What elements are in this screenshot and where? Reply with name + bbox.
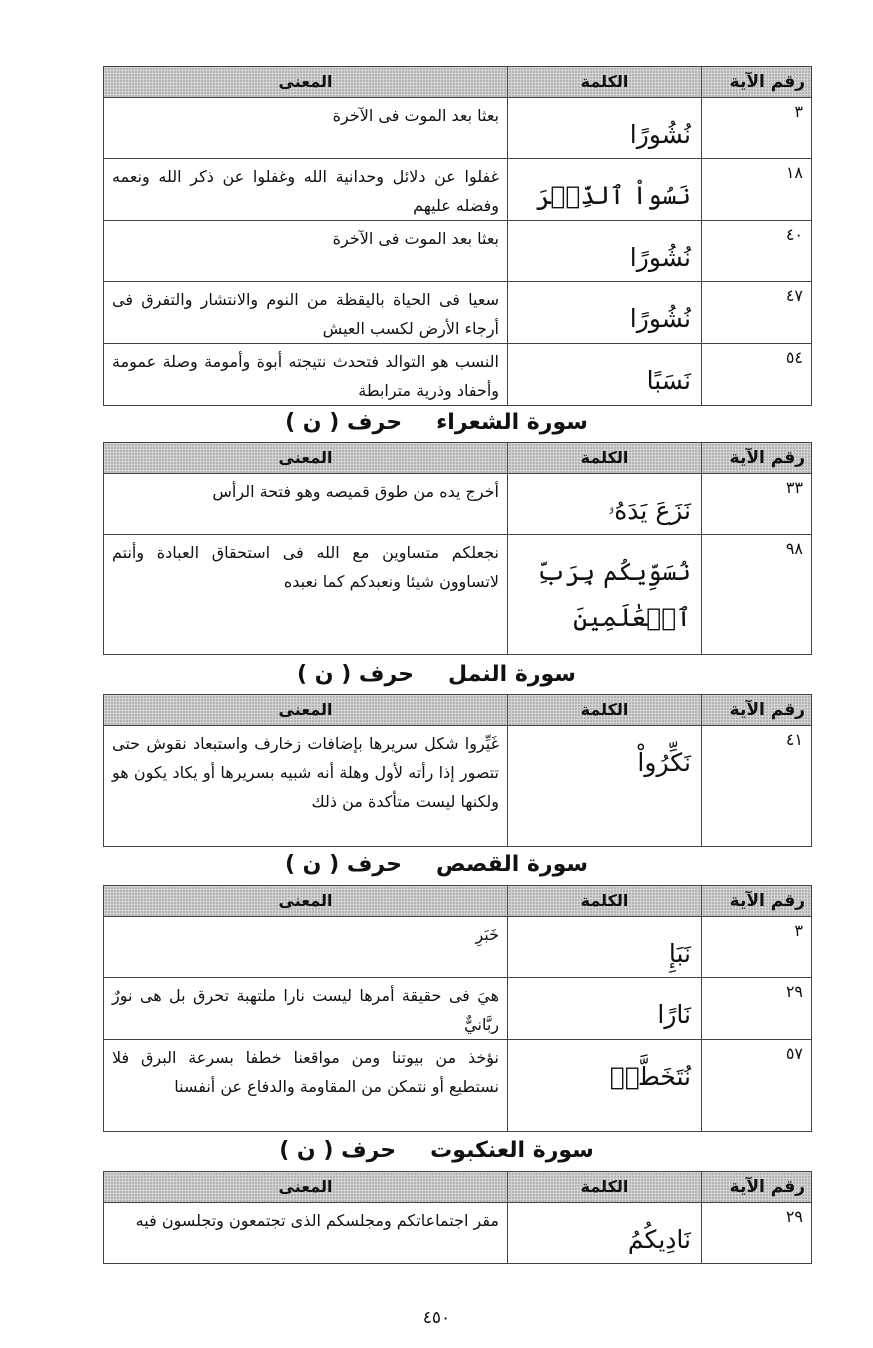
- glossary-table-qasas: [103, 885, 812, 1132]
- table-row: [104, 474, 812, 535]
- verse-number: ١٨: [702, 159, 812, 221]
- header-verse-number: رقم الآية: [702, 886, 812, 917]
- section-title: [0, 408, 873, 438]
- header-meaning: المعنى: [104, 695, 508, 726]
- quran-word: نَكِّرُواْ: [508, 726, 702, 847]
- verse-number: ٤٠: [702, 221, 812, 282]
- word-meaning: أخرج يده من طوق قميصه وهو فتحة الرأس: [104, 474, 508, 535]
- table-header-row: [104, 886, 812, 917]
- table-row: [104, 282, 812, 344]
- table-header-row: [104, 443, 812, 474]
- verse-number: ٥٧: [702, 1040, 812, 1132]
- glossary-table-ankabut: [103, 1171, 812, 1264]
- word-meaning: سعيا فى الحياة باليقظة من النوم والانتشار والتفرق فى أرجاء الأرض لكسب العيش: [104, 282, 508, 344]
- word-meaning: هيَ فى حقيقة أمرها ليست نارا ملتهبة تحرق بل هى نورٌ ربَّانيٌّ: [104, 978, 508, 1040]
- word-meaning: نجعلكم متساوين مع الله فى استحقاق العبادة وأنتم لاتساوون شيئا ونعبدكم كما نعبده: [104, 535, 508, 655]
- quran-word: نُسَوِّيكُم بِرَبِّ ٱلۡعَٰلَمِينَ: [508, 535, 702, 655]
- table-row: [104, 726, 812, 847]
- verse-number: ٩٨: [702, 535, 812, 655]
- verse-number: ٥٤: [702, 344, 812, 406]
- verse-number: ٣٣: [702, 474, 812, 535]
- word-meaning: النسب هو التوالد فتحدث نتيجته أبوة وأمومة وصلة عمومة وأحفاد وذرية مترابطة: [104, 344, 508, 406]
- verse-number: ٢٩: [702, 978, 812, 1040]
- section-title: [0, 660, 873, 690]
- header-meaning: المعنى: [104, 67, 508, 98]
- header-word: الكلمة: [508, 695, 702, 726]
- glossary-table-shuara: [103, 442, 812, 655]
- section-title: [0, 850, 873, 880]
- header-word: الكلمة: [508, 443, 702, 474]
- quran-word: نَسُواْ ٱلذِّكۡرَ: [508, 159, 702, 221]
- header-word: الكلمة: [508, 886, 702, 917]
- quran-word: نَسَبًا: [508, 344, 702, 406]
- harf-label: حرف ( ن ): [297, 662, 415, 687]
- surah-name: سورة العنكبوت: [430, 1138, 594, 1163]
- table-row: [104, 221, 812, 282]
- table-row: [104, 98, 812, 159]
- surah-name: سورة الشعراء: [436, 410, 588, 435]
- table-header-row: [104, 1172, 812, 1203]
- table-header-row: [104, 67, 812, 98]
- surah-name: سورة القصص: [435, 852, 589, 877]
- verse-number: ٣: [702, 917, 812, 978]
- harf-label: حرف ( ن ): [279, 1138, 397, 1163]
- quran-word: نَارًا: [508, 978, 702, 1040]
- glossary-table-naml: [103, 694, 812, 847]
- table-row: [104, 1203, 812, 1264]
- word-meaning: غفلوا عن دلائل وحدانية الله وغفلوا عن ذكر الله ونعمه وفضله عليهم: [104, 159, 508, 221]
- header-word: الكلمة: [508, 1172, 702, 1203]
- header-meaning: المعنى: [104, 443, 508, 474]
- header-verse-number: رقم الآية: [702, 1172, 812, 1203]
- word-meaning: خَبَرِ: [104, 917, 508, 978]
- header-verse-number: رقم الآية: [702, 443, 812, 474]
- header-meaning: المعنى: [104, 886, 508, 917]
- section-title: [0, 1136, 873, 1166]
- verse-number: ٤١: [702, 726, 812, 847]
- verse-number: ٢٩: [702, 1203, 812, 1264]
- table-row: [104, 917, 812, 978]
- quran-word: نَبَإِ: [508, 917, 702, 978]
- page-number: ٤٥٠: [422, 1308, 451, 1328]
- table-row: [104, 344, 812, 406]
- word-meaning: مقر اجتماعاتكم ومجلسكم الذى تجتمعون وتجلسون فيه: [104, 1203, 508, 1264]
- harf-label: حرف ( ن ): [285, 410, 403, 435]
- word-meaning: غَيِّروا شكل سريرها بإضافات زخارف واستبعاد نقوش حتى تتصور إذا رأته لأول وهلة أنه شبيه بسريرها أو يكاد يكون هو ولكنها ليست متأكدة من ذلك: [104, 726, 508, 847]
- table-row: [104, 1040, 812, 1132]
- table-row: [104, 535, 812, 655]
- quran-word: نُتَخَطَّفۡ: [508, 1040, 702, 1132]
- verse-number: ٣: [702, 98, 812, 159]
- quran-word: نَادِيكُمُ: [508, 1203, 702, 1264]
- quran-word: نُشُورًا: [508, 221, 702, 282]
- header-meaning: المعنى: [104, 1172, 508, 1203]
- header-verse-number: رقم الآية: [702, 67, 812, 98]
- header-word: الكلمة: [508, 67, 702, 98]
- word-meaning: نؤخذ من بيوتنا ومن مواقعنا خطفا بسرعة البرق فلا نستطيع أو نتمكن من المقاومة والدفاع عن أنفسنا: [104, 1040, 508, 1132]
- word-meaning: بعثا بعد الموت فى الآخرة: [104, 221, 508, 282]
- glossary-table-furqan: [103, 66, 812, 406]
- harf-label: حرف ( ن ): [284, 852, 402, 877]
- quran-word: نَزَعَ يَدَهُۥ: [508, 474, 702, 535]
- verse-number: ٤٧: [702, 282, 812, 344]
- word-meaning: بعثا بعد الموت فى الآخرة: [104, 98, 508, 159]
- header-verse-number: رقم الآية: [702, 695, 812, 726]
- quran-word: نُشُورًا: [508, 98, 702, 159]
- table-header-row: [104, 695, 812, 726]
- surah-name: سورة النمل: [448, 662, 576, 687]
- table-row: [104, 978, 812, 1040]
- quran-word: نُشُورًا: [508, 282, 702, 344]
- table-row: [104, 159, 812, 221]
